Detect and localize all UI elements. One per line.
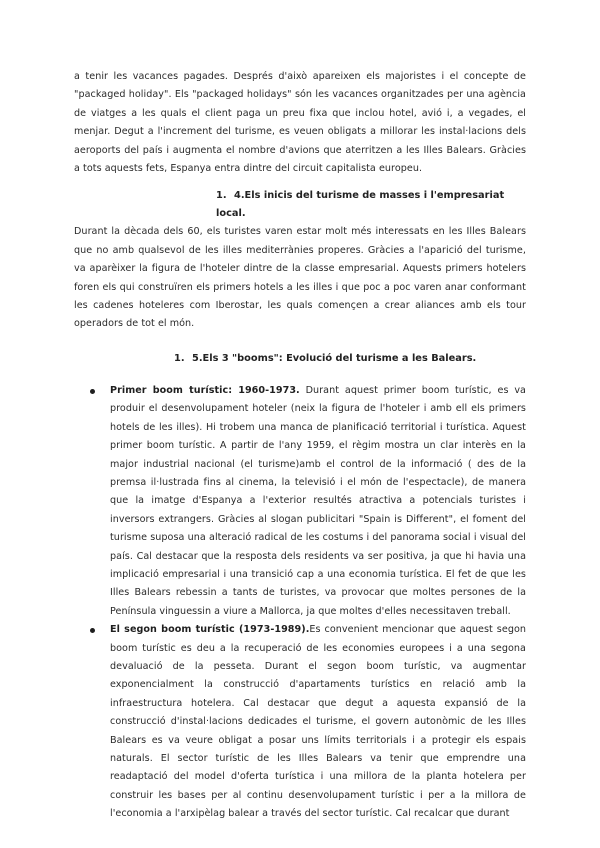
- bullet-icon: [90, 628, 95, 633]
- section-4-title: 4.Els inicis del turisme de masses i l'empresariat local.: [216, 190, 505, 220]
- bullet-title: El segon boom turístic (1973-1989).: [110, 624, 310, 636]
- list-item: [110, 382, 526, 621]
- bullet-title: Primer boom turístic: 1960-1973.: [110, 384, 300, 396]
- section-5-title: 5.Els 3 "booms": Evolució del turisme a les Balears.: [192, 352, 477, 364]
- bullet-body: Es convenient mencionar que aquest segon boom turístic es deu a la recuperació de les economies europees i a una segona devaluació de la pesseta. Durant el segon boom turístic, va augmentar exponencialment la construcció d'apartaments turístics en relació amb la infraestructura hotelera. Cal destacar que degut a aquesta expansió de la construcció d'instal·lacions dedicades el turisme, el govern autonòmic de les Illes Balears es va veure obligat a posar uns límits territorials i a protegir els espais naturals. El sector turístic de les Illes Balears va tenir que emprendre una readaptació del model d'oferta turística i una millora de la planta hotelera per construir les bases per al continu desenvolupament turístic i per a la millora de l'economia a l'arxipèlag balear a través del sector turístic. Cal recalcar que durant: [110, 624, 527, 820]
- section-5-heading: [74, 350, 526, 368]
- section-4-number: 1.: [216, 190, 227, 202]
- booms-list: [74, 382, 526, 824]
- section-4-heading: [74, 187, 526, 223]
- section-5-number: 1.: [174, 352, 185, 364]
- section-4-paragraph: Durant la dècada dels 60, els turistes varen estar molt més interessats en les Illes Balears que no amb qualsevol de les illes mediterrànies properes. Gràcies a l'aparició del turisme, va aparèixer la figura de l'hoteler dintre de la classe empresarial. Aquests primers hotelers foren els qui construïren els primers hotels a les illes i que poc a poc varen anar conformant les cadenes hoteleres com Iberostar, les quals començen a crear aliances amb els tour operadors de tot el món.: [74, 226, 526, 330]
- bullet-body: Durant aquest primer boom turístic, es va produir el desenvolupament hoteler (neix la figura de l'hoteler i amb ell els primers hotels de les illes). Hi trobem una manca de planificació territorial i turística. Aquest primer boom turístic. A partir de l'any 1959, el règim mostra un clar interès en la major industrial nacional (el turisme)amb el control de la informació ( des de la premsa il·lustrada fins al cinema, la televisió i el món de l'espectacle), de manera que la imatge d'Espanya a l'exterior resultés atractiva a potencials turistes i inversors extrangers. Gràcies al slogan publicitari "Spain is Different", el foment del turisme suposa una alteració radical de les costums i del panorama social i visual del país. Cal destacar que la resposta dels residents va ser positiva, ja que hi havia una implicació empresarial i una transició cap a una economia turística. El fet de que les Illes Balears rebessin a tants de turistes, va provocar que moltes persones de la Península vinguessin a viure a Mallorca, ja que moltes d'elles necessitaven treball.: [110, 384, 526, 617]
- bullet-icon: [90, 389, 95, 394]
- list-item: [110, 621, 526, 823]
- intro-paragraph: a tenir les vacances pagades. Després d'això apareixen els majoristes i el concepte de "packaged holiday". Els "packaged holidays" són les vacances organitzades per una agència de viatges a les quals el client paga un preu fixa que inclou hotel, avió i, a vegades, el menjar. Degut a l'increment del turisme, es veuen obligats a millorar les instal·lacions dels aeroports del país i augmenta el nombre d'avions que aterritzen a les Illes Balears. Gràcies a tots aquests fets, Espanya entra dintre del circuit capitalista europeu.: [74, 71, 526, 175]
